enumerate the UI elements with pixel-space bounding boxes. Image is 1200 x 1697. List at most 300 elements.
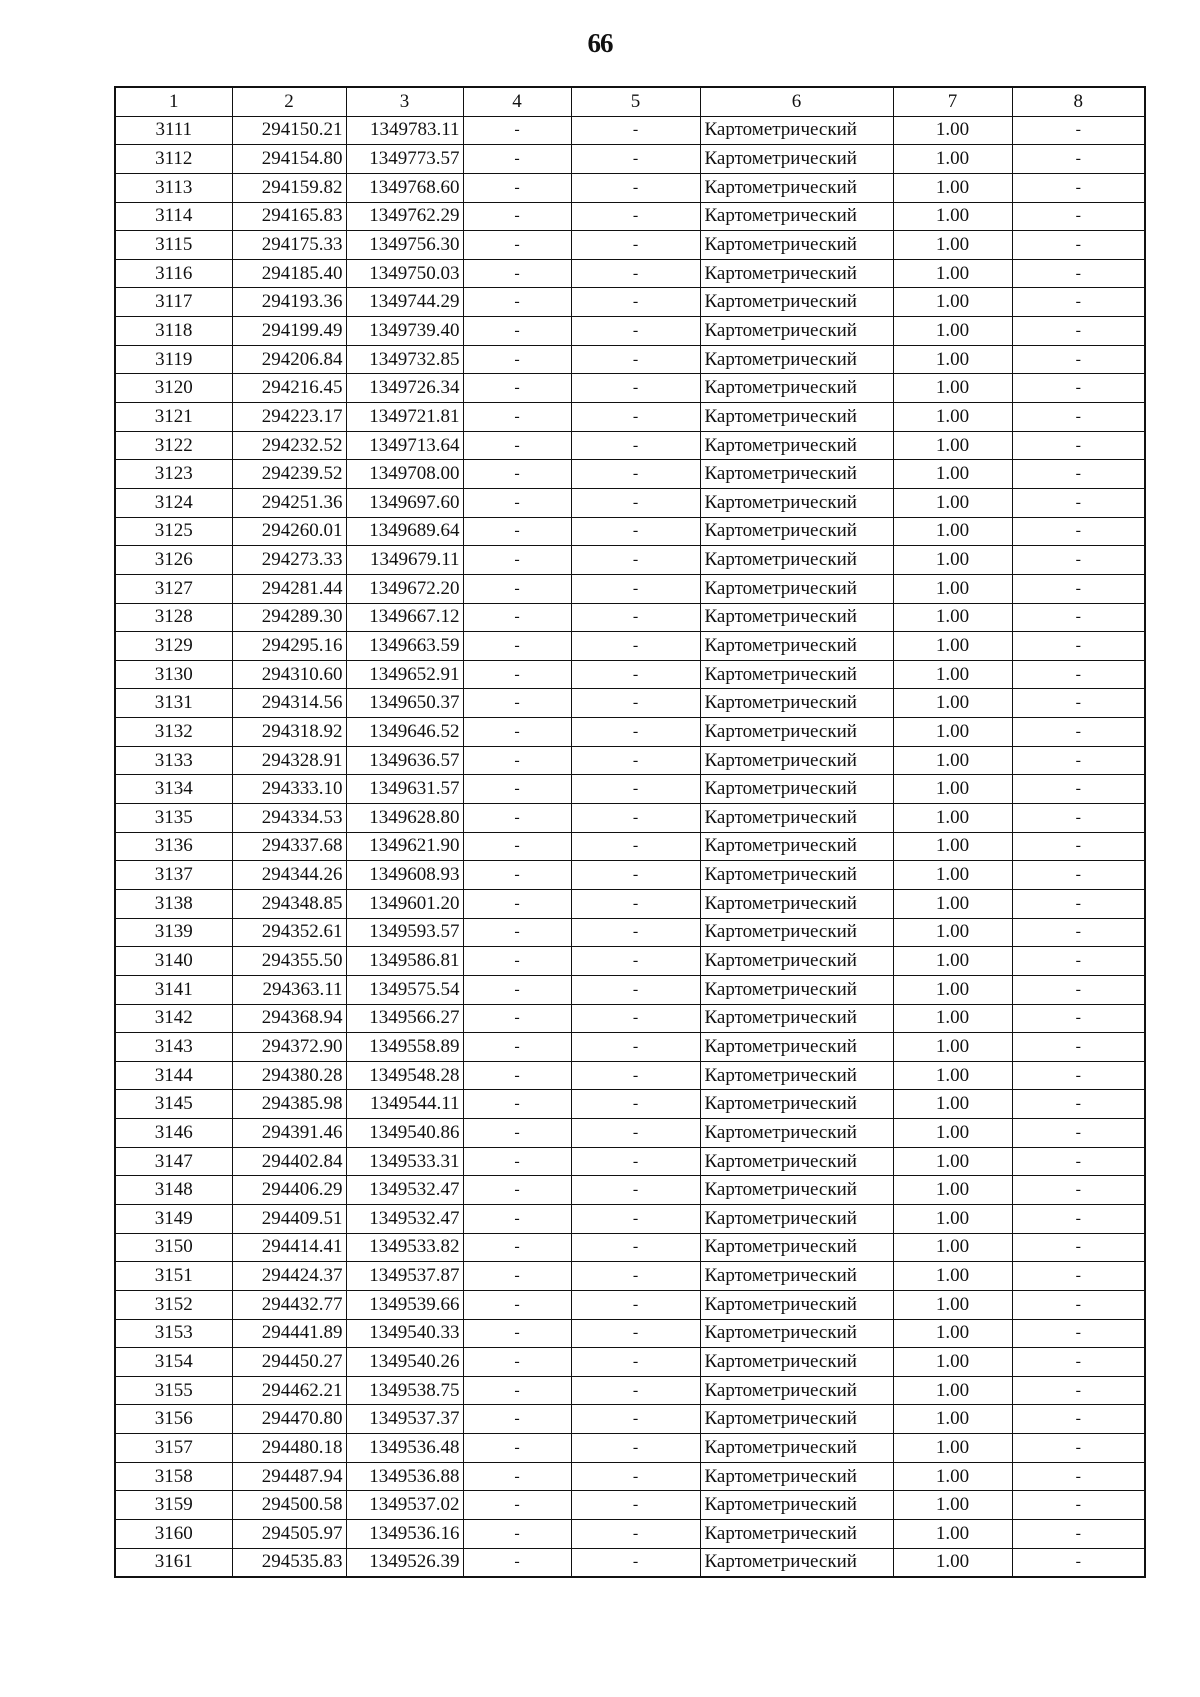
point-number-cell: 3143 — [115, 1033, 232, 1062]
y-coordinate-cell: 1349697.60 — [346, 488, 463, 517]
method-cell: Картометрический — [700, 861, 893, 890]
y-coordinate-cell: 1349533.82 — [346, 1233, 463, 1262]
column-4-cell: - — [463, 1090, 571, 1119]
column-8-cell: - — [1012, 1147, 1145, 1176]
column-8-cell: - — [1012, 259, 1145, 288]
y-coordinate-cell: 1349768.60 — [346, 173, 463, 202]
table-row — [115, 517, 1145, 546]
point-number-cell: 3119 — [115, 345, 232, 374]
accuracy-cell: 1.00 — [893, 746, 1012, 775]
column-8-cell: - — [1012, 460, 1145, 489]
y-coordinate-cell: 1349756.30 — [346, 231, 463, 260]
y-coordinate-cell: 1349533.31 — [346, 1147, 463, 1176]
column-4-cell: - — [463, 746, 571, 775]
point-number-cell: 3125 — [115, 517, 232, 546]
column-5-cell: - — [571, 517, 700, 546]
column-8-cell: - — [1012, 632, 1145, 661]
column-5-cell: - — [571, 488, 700, 517]
x-coordinate-cell: 294535.83 — [232, 1548, 346, 1577]
x-coordinate-cell: 294159.82 — [232, 173, 346, 202]
x-coordinate-cell: 294487.94 — [232, 1462, 346, 1491]
accuracy-cell: 1.00 — [893, 889, 1012, 918]
x-coordinate-cell: 294185.40 — [232, 259, 346, 288]
y-coordinate-cell: 1349762.29 — [346, 202, 463, 231]
column-5-cell: - — [571, 1491, 700, 1520]
column-5-cell: - — [571, 1520, 700, 1549]
point-number-cell: 3113 — [115, 173, 232, 202]
column-8-cell: - — [1012, 202, 1145, 231]
accuracy-cell: 1.00 — [893, 1233, 1012, 1262]
column-8-cell: - — [1012, 1462, 1145, 1491]
column-5-cell: - — [571, 259, 700, 288]
method-cell: Картометрический — [700, 288, 893, 317]
table-row — [115, 317, 1145, 346]
column-8-cell: - — [1012, 1348, 1145, 1377]
accuracy-cell: 1.00 — [893, 202, 1012, 231]
method-cell: Картометрический — [700, 488, 893, 517]
accuracy-cell: 1.00 — [893, 804, 1012, 833]
table-row — [115, 173, 1145, 202]
column-5-cell: - — [571, 374, 700, 403]
method-cell: Картометрический — [700, 1004, 893, 1033]
y-coordinate-cell: 1349726.34 — [346, 374, 463, 403]
point-number-cell: 3123 — [115, 460, 232, 489]
method-cell: Картометрический — [700, 403, 893, 432]
x-coordinate-cell: 294372.90 — [232, 1033, 346, 1062]
column-8-cell: - — [1012, 431, 1145, 460]
column-5-cell: - — [571, 1262, 700, 1291]
point-number-cell: 3117 — [115, 288, 232, 317]
table-row — [115, 574, 1145, 603]
column-5-cell: - — [571, 546, 700, 575]
accuracy-cell: 1.00 — [893, 317, 1012, 346]
column-4-cell: - — [463, 1147, 571, 1176]
point-number-cell: 3140 — [115, 947, 232, 976]
accuracy-cell: 1.00 — [893, 546, 1012, 575]
column-4-cell: - — [463, 603, 571, 632]
accuracy-cell: 1.00 — [893, 517, 1012, 546]
point-number-cell: 3133 — [115, 746, 232, 775]
x-coordinate-cell: 294193.36 — [232, 288, 346, 317]
point-number-cell: 3149 — [115, 1204, 232, 1233]
column-5-cell: - — [571, 1434, 700, 1463]
point-number-cell: 3128 — [115, 603, 232, 632]
column-8-cell: - — [1012, 1061, 1145, 1090]
table-row — [115, 1548, 1145, 1577]
column-4-cell: - — [463, 832, 571, 861]
column-4-cell: - — [463, 488, 571, 517]
accuracy-cell: 1.00 — [893, 1491, 1012, 1520]
table-row — [115, 746, 1145, 775]
point-number-cell: 3152 — [115, 1290, 232, 1319]
column-8-cell: - — [1012, 1520, 1145, 1549]
point-number-cell: 3151 — [115, 1262, 232, 1291]
column-4-cell: - — [463, 975, 571, 1004]
accuracy-cell: 1.00 — [893, 1348, 1012, 1377]
column-4-cell: - — [463, 1033, 571, 1062]
table-row — [115, 488, 1145, 517]
column-5-cell: - — [571, 460, 700, 489]
method-cell: Картометрический — [700, 202, 893, 231]
column-8-cell: - — [1012, 345, 1145, 374]
x-coordinate-cell: 294273.33 — [232, 546, 346, 575]
method-cell: Картометрический — [700, 947, 893, 976]
accuracy-cell: 1.00 — [893, 975, 1012, 1004]
point-number-cell: 3150 — [115, 1233, 232, 1262]
table-row — [115, 1262, 1145, 1291]
accuracy-cell: 1.00 — [893, 1319, 1012, 1348]
column-8-cell: - — [1012, 231, 1145, 260]
x-coordinate-cell: 294232.52 — [232, 431, 346, 460]
column-8-cell: - — [1012, 1376, 1145, 1405]
accuracy-cell: 1.00 — [893, 1061, 1012, 1090]
column-4-cell: - — [463, 1405, 571, 1434]
method-cell: Картометрический — [700, 1319, 893, 1348]
table-row — [115, 202, 1145, 231]
column-4-cell: - — [463, 546, 571, 575]
column-4-cell: - — [463, 718, 571, 747]
column-8-cell: - — [1012, 1204, 1145, 1233]
accuracy-cell: 1.00 — [893, 374, 1012, 403]
column-8-cell: - — [1012, 718, 1145, 747]
column-8-cell: - — [1012, 975, 1145, 1004]
column-8-cell: - — [1012, 660, 1145, 689]
column-4-cell: - — [463, 431, 571, 460]
column-4-cell: - — [463, 660, 571, 689]
x-coordinate-cell: 294314.56 — [232, 689, 346, 718]
method-cell: Картометрический — [700, 1033, 893, 1062]
y-coordinate-cell: 1349621.90 — [346, 832, 463, 861]
column-5-cell: - — [571, 145, 700, 174]
method-cell: Картометрический — [700, 1520, 893, 1549]
column-4-cell: - — [463, 173, 571, 202]
table-row — [115, 718, 1145, 747]
column-4-cell: - — [463, 1319, 571, 1348]
method-cell: Картометрический — [700, 517, 893, 546]
y-coordinate-cell: 1349532.47 — [346, 1204, 463, 1233]
table-row — [115, 947, 1145, 976]
column-4-cell: - — [463, 317, 571, 346]
column-8-cell: - — [1012, 145, 1145, 174]
column-5-cell: - — [571, 1348, 700, 1377]
accuracy-cell: 1.00 — [893, 259, 1012, 288]
accuracy-cell: 1.00 — [893, 488, 1012, 517]
y-coordinate-cell: 1349667.12 — [346, 603, 463, 632]
column-4-cell: - — [463, 1548, 571, 1577]
column-4-cell: - — [463, 1004, 571, 1033]
table-row — [115, 1004, 1145, 1033]
table-row — [115, 975, 1145, 1004]
column-8-cell: - — [1012, 1434, 1145, 1463]
point-number-cell: 3158 — [115, 1462, 232, 1491]
column-8-cell: - — [1012, 1004, 1145, 1033]
accuracy-cell: 1.00 — [893, 460, 1012, 489]
column-4-cell: - — [463, 460, 571, 489]
accuracy-cell: 1.00 — [893, 145, 1012, 174]
y-coordinate-cell: 1349575.54 — [346, 975, 463, 1004]
column-5-cell: - — [571, 718, 700, 747]
column-8-cell: - — [1012, 546, 1145, 575]
y-coordinate-cell: 1349636.57 — [346, 746, 463, 775]
table-row — [115, 603, 1145, 632]
column-5-cell: - — [571, 231, 700, 260]
point-number-cell: 3155 — [115, 1376, 232, 1405]
column-4-cell: - — [463, 689, 571, 718]
x-coordinate-cell: 294368.94 — [232, 1004, 346, 1033]
y-coordinate-cell: 1349672.20 — [346, 574, 463, 603]
table-row — [115, 1176, 1145, 1205]
table-row — [115, 345, 1145, 374]
column-8-cell: - — [1012, 1548, 1145, 1577]
table-row — [115, 1491, 1145, 1520]
column-8-cell: - — [1012, 889, 1145, 918]
column-8-cell: - — [1012, 488, 1145, 517]
y-coordinate-cell: 1349536.48 — [346, 1434, 463, 1463]
method-cell: Картометрический — [700, 1233, 893, 1262]
method-cell: Картометрический — [700, 574, 893, 603]
column-5-cell: - — [571, 889, 700, 918]
accuracy-cell: 1.00 — [893, 1147, 1012, 1176]
y-coordinate-cell: 1349558.89 — [346, 1033, 463, 1062]
x-coordinate-cell: 294333.10 — [232, 775, 346, 804]
accuracy-cell: 1.00 — [893, 1204, 1012, 1233]
method-cell: Картометрический — [700, 746, 893, 775]
column-header: 4 — [463, 87, 571, 116]
point-number-cell: 3136 — [115, 832, 232, 861]
column-5-cell: - — [571, 403, 700, 432]
y-coordinate-cell: 1349548.28 — [346, 1061, 463, 1090]
method-cell: Картометрический — [700, 145, 893, 174]
table-row — [115, 1119, 1145, 1148]
table-row — [115, 1233, 1145, 1262]
table-row — [115, 1376, 1145, 1405]
x-coordinate-cell: 294450.27 — [232, 1348, 346, 1377]
accuracy-cell: 1.00 — [893, 832, 1012, 861]
point-number-cell: 3147 — [115, 1147, 232, 1176]
x-coordinate-cell: 294223.17 — [232, 403, 346, 432]
method-cell: Картометрический — [700, 889, 893, 918]
accuracy-cell: 1.00 — [893, 116, 1012, 145]
table-row — [115, 632, 1145, 661]
column-5-cell: - — [571, 1176, 700, 1205]
column-header: 6 — [700, 87, 893, 116]
method-cell: Картометрический — [700, 918, 893, 947]
y-coordinate-cell: 1349783.11 — [346, 116, 463, 145]
x-coordinate-cell: 294355.50 — [232, 947, 346, 976]
column-4-cell: - — [463, 202, 571, 231]
point-number-cell: 3161 — [115, 1548, 232, 1577]
column-5-cell: - — [571, 1376, 700, 1405]
x-coordinate-cell: 294441.89 — [232, 1319, 346, 1348]
table-row — [115, 804, 1145, 833]
column-5-cell: - — [571, 746, 700, 775]
column-5-cell: - — [571, 603, 700, 632]
point-number-cell: 3124 — [115, 488, 232, 517]
point-number-cell: 3159 — [115, 1491, 232, 1520]
point-number-cell: 3121 — [115, 403, 232, 432]
method-cell: Картометрический — [700, 1090, 893, 1119]
point-number-cell: 3135 — [115, 804, 232, 833]
column-header: 5 — [571, 87, 700, 116]
x-coordinate-cell: 294260.01 — [232, 517, 346, 546]
x-coordinate-cell: 294363.11 — [232, 975, 346, 1004]
accuracy-cell: 1.00 — [893, 1119, 1012, 1148]
x-coordinate-cell: 294409.51 — [232, 1204, 346, 1233]
column-5-cell: - — [571, 775, 700, 804]
column-4-cell: - — [463, 1376, 571, 1405]
accuracy-cell: 1.00 — [893, 947, 1012, 976]
method-cell: Картометрический — [700, 689, 893, 718]
y-coordinate-cell: 1349608.93 — [346, 861, 463, 890]
table-row — [115, 374, 1145, 403]
x-coordinate-cell: 294199.49 — [232, 317, 346, 346]
method-cell: Картометрический — [700, 975, 893, 1004]
y-coordinate-cell: 1349713.64 — [346, 431, 463, 460]
table-row — [115, 1090, 1145, 1119]
column-4-cell: - — [463, 345, 571, 374]
y-coordinate-cell: 1349544.11 — [346, 1090, 463, 1119]
column-5-cell: - — [571, 1204, 700, 1233]
table-row — [115, 861, 1145, 890]
point-number-cell: 3138 — [115, 889, 232, 918]
x-coordinate-cell: 294337.68 — [232, 832, 346, 861]
column-8-cell: - — [1012, 918, 1145, 947]
column-5-cell: - — [571, 288, 700, 317]
x-coordinate-cell: 294414.41 — [232, 1233, 346, 1262]
point-number-cell: 3131 — [115, 689, 232, 718]
column-5-cell: - — [571, 1290, 700, 1319]
point-number-cell: 3115 — [115, 231, 232, 260]
y-coordinate-cell: 1349679.11 — [346, 546, 463, 575]
column-4-cell: - — [463, 374, 571, 403]
accuracy-cell: 1.00 — [893, 861, 1012, 890]
y-coordinate-cell: 1349650.37 — [346, 689, 463, 718]
column-4-cell: - — [463, 947, 571, 976]
column-5-cell: - — [571, 689, 700, 718]
column-5-cell: - — [571, 1090, 700, 1119]
y-coordinate-cell: 1349631.57 — [346, 775, 463, 804]
column-4-cell: - — [463, 1233, 571, 1262]
point-number-cell: 3129 — [115, 632, 232, 661]
column-4-cell: - — [463, 116, 571, 145]
point-number-cell: 3118 — [115, 317, 232, 346]
column-8-cell: - — [1012, 804, 1145, 833]
accuracy-cell: 1.00 — [893, 1176, 1012, 1205]
column-8-cell: - — [1012, 403, 1145, 432]
table-row — [115, 832, 1145, 861]
point-number-cell: 3120 — [115, 374, 232, 403]
column-4-cell: - — [463, 775, 571, 804]
x-coordinate-cell: 294239.52 — [232, 460, 346, 489]
method-cell: Картометрический — [700, 1147, 893, 1176]
x-coordinate-cell: 294470.80 — [232, 1405, 346, 1434]
column-4-cell: - — [463, 403, 571, 432]
column-8-cell: - — [1012, 288, 1145, 317]
column-8-cell: - — [1012, 173, 1145, 202]
column-8-cell: - — [1012, 1405, 1145, 1434]
y-coordinate-cell: 1349539.66 — [346, 1290, 463, 1319]
accuracy-cell: 1.00 — [893, 718, 1012, 747]
accuracy-cell: 1.00 — [893, 231, 1012, 260]
x-coordinate-cell: 294462.21 — [232, 1376, 346, 1405]
method-cell: Картометрический — [700, 1061, 893, 1090]
accuracy-cell: 1.00 — [893, 689, 1012, 718]
column-header: 2 — [232, 87, 346, 116]
column-4-cell: - — [463, 1462, 571, 1491]
accuracy-cell: 1.00 — [893, 1405, 1012, 1434]
method-cell: Картометрический — [700, 1204, 893, 1233]
accuracy-cell: 1.00 — [893, 1033, 1012, 1062]
table-row — [115, 1033, 1145, 1062]
method-cell: Картометрический — [700, 775, 893, 804]
x-coordinate-cell: 294391.46 — [232, 1119, 346, 1148]
point-number-cell: 3112 — [115, 145, 232, 174]
column-4-cell: - — [463, 1290, 571, 1319]
method-cell: Картометрический — [700, 345, 893, 374]
column-8-cell: - — [1012, 1119, 1145, 1148]
column-4-cell: - — [463, 632, 571, 661]
column-8-cell: - — [1012, 1090, 1145, 1119]
accuracy-cell: 1.00 — [893, 1004, 1012, 1033]
table-row — [115, 1061, 1145, 1090]
column-8-cell: - — [1012, 1319, 1145, 1348]
point-number-cell: 3145 — [115, 1090, 232, 1119]
y-coordinate-cell: 1349739.40 — [346, 317, 463, 346]
accuracy-cell: 1.00 — [893, 1520, 1012, 1549]
point-number-cell: 3154 — [115, 1348, 232, 1377]
method-cell: Картометрический — [700, 173, 893, 202]
y-coordinate-cell: 1349601.20 — [346, 889, 463, 918]
accuracy-cell: 1.00 — [893, 431, 1012, 460]
point-number-cell: 3148 — [115, 1176, 232, 1205]
table-row — [115, 288, 1145, 317]
y-coordinate-cell: 1349536.16 — [346, 1520, 463, 1549]
accuracy-cell: 1.00 — [893, 1376, 1012, 1405]
column-5-cell: - — [571, 1033, 700, 1062]
point-number-cell: 3111 — [115, 116, 232, 145]
column-header: 7 — [893, 87, 1012, 116]
x-coordinate-cell: 294216.45 — [232, 374, 346, 403]
x-coordinate-cell: 294500.58 — [232, 1491, 346, 1520]
method-cell: Картометрический — [700, 632, 893, 661]
table-row — [115, 1319, 1145, 1348]
method-cell: Картометрический — [700, 1548, 893, 1577]
column-8-cell: - — [1012, 317, 1145, 346]
x-coordinate-cell: 294402.84 — [232, 1147, 346, 1176]
table-row — [115, 1405, 1145, 1434]
column-4-cell: - — [463, 517, 571, 546]
point-number-cell: 3132 — [115, 718, 232, 747]
column-4-cell: - — [463, 1119, 571, 1148]
table-row — [115, 116, 1145, 145]
y-coordinate-cell: 1349646.52 — [346, 718, 463, 747]
column-8-cell: - — [1012, 374, 1145, 403]
point-number-cell: 3153 — [115, 1319, 232, 1348]
column-4-cell: - — [463, 1434, 571, 1463]
accuracy-cell: 1.00 — [893, 918, 1012, 947]
point-number-cell: 3146 — [115, 1119, 232, 1148]
method-cell: Картометрический — [700, 460, 893, 489]
method-cell: Картометрический — [700, 1376, 893, 1405]
y-coordinate-cell: 1349689.64 — [346, 517, 463, 546]
x-coordinate-cell: 294334.53 — [232, 804, 346, 833]
y-coordinate-cell: 1349773.57 — [346, 145, 463, 174]
column-5-cell: - — [571, 632, 700, 661]
y-coordinate-cell: 1349540.26 — [346, 1348, 463, 1377]
x-coordinate-cell: 294289.30 — [232, 603, 346, 632]
column-8-cell: - — [1012, 574, 1145, 603]
point-number-cell: 3142 — [115, 1004, 232, 1033]
